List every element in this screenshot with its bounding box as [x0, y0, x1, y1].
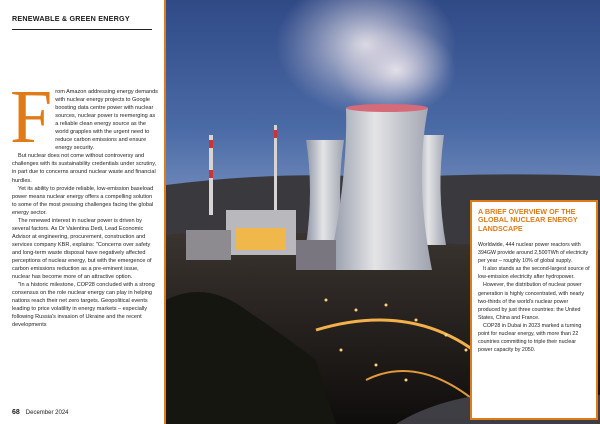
- overview-paragraph: It also stands as the second-largest source of low-emission electricity after hydropower.: [478, 266, 590, 281]
- overview-heading: A BRIEF OVERVIEW OF THE GLOBAL NUCLEAR ENERGY LANDSCAPE: [478, 207, 578, 233]
- article-paragraph: Yet its ability to provide reliable, low-emission baseload power means nuclear energy offers a compelling solution to some of the most pressing challenges facing the global energy sector.: [12, 185, 154, 216]
- drop-cap: F: [10, 75, 53, 159]
- page-number: 68: [12, 409, 20, 416]
- article-column: [0, 0, 166, 424]
- overview-paragraph: However, the distribution of nuclear power generation is highly concentrated, with nearly two-thirds of the world's nuclear power produced by just three countries: the United States, China and France.: [478, 282, 584, 321]
- article-body: [10, 75, 158, 329]
- section-label: RENEWABLE & GREEN ENERGY: [12, 14, 152, 30]
- article-paragraph: But nuclear does not come without controversy and challenges with its sustainability credentials under scrutiny, in part due to concerns around nuclear waste and financial hurdles.: [12, 153, 157, 184]
- overview-box: [470, 200, 598, 420]
- nuclear-plant-photo: [166, 0, 600, 424]
- overview-paragraph: Worldwide, 444 nuclear power reactors with 394GW provide around 2,500TWh of electricity per year – roughly 10% of global supply.: [478, 242, 589, 265]
- article-paragraph: rom Amazon addressing energy demands with nuclear energy projects to Google boosting data centre power with nuclear sources, nuclear power is reemerging as a reliable clean energy source as the world grapples with the urgent need to reduce carbon emissions and ensure energy security.: [55, 89, 158, 152]
- issue-date: December 2024: [25, 410, 69, 416]
- article-paragraph: The renewed interest in nuclear power is driven by several factors. As Dr Valentina Dedi, Lead Economic Advisor at engineering, procurement, construction and services company KBR, explains: "Concerns over safety and long-term waste disposal have negatively affected perceptions of nuclear energy, but with the emergence of carbon emissions reduction as a pre-eminent issue, nuclear has become more of an attractive option.: [12, 217, 152, 281]
- article-paragraph: "In a historic milestone, COP28 concluded with a strong consensus on the role nuclear energy can play in helping nations reach their net zero targets. Geopolitical events leading to price volatility in energy markets – especially following Russia's invasion of Ukraine and the recent developments: [12, 282, 155, 329]
- overview-paragraph: COP28 in Dubai in 2023 marked a turning point for nuclear energy, with more than 22 countries committing to triple their nuclear power capacity by 2050.: [478, 322, 582, 353]
- page-footer: [12, 409, 69, 416]
